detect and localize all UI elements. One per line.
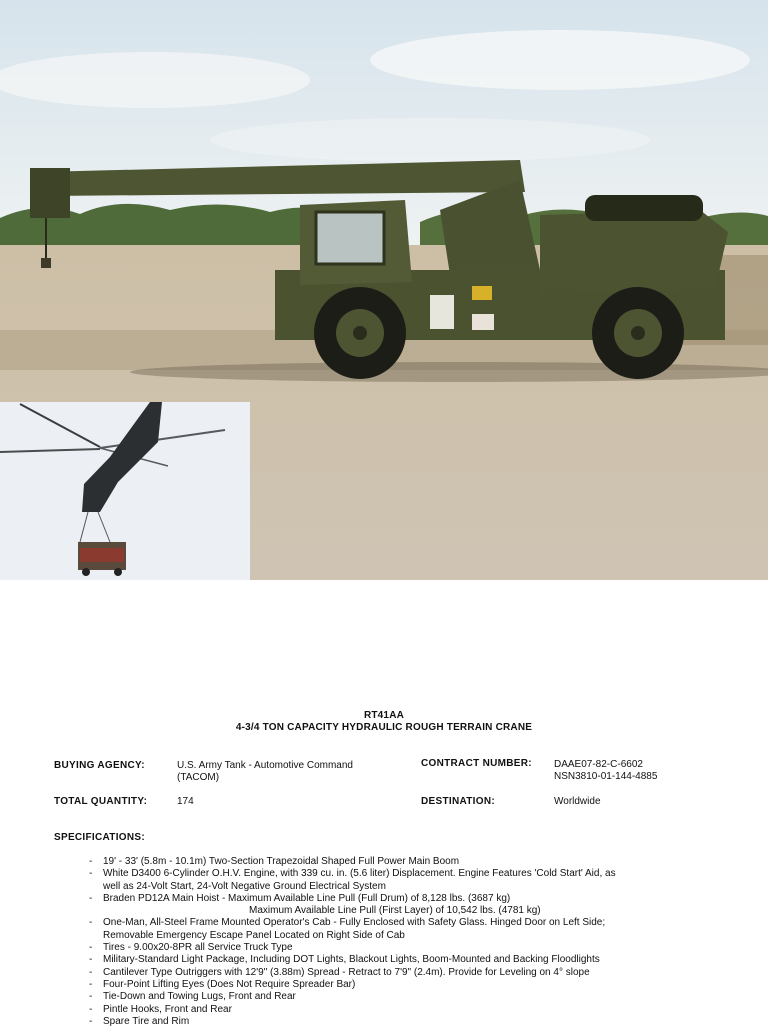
helicopter-lift-photo [0, 402, 250, 580]
spec-item: - Cantilever Type Outriggers with 12'9" (3.88m) Spread - Retract to 7'9" (2.4m). Provide for Leveling on 4° slope [89, 967, 749, 979]
spec-item: - Pintle Hooks, Front and Rear [89, 1004, 749, 1016]
buying-agency-value-line2: (TACOM) [177, 772, 220, 783]
spec-item: - White D3400 6-Cylinder O.H.V. Engine, with 339 cu. in. (5.6 liter) Displacement. Engine Features 'Cold Start' Aid, as [89, 868, 749, 880]
spec-item: - One-Man, All-Steel Frame Mounted Operator's Cab - Fully Enclosed with Safety Glass. Hinged Door on Left Side; [89, 917, 749, 929]
destination-value: Worldwide [554, 796, 601, 807]
total-quantity-label: TOTAL QUANTITY: [54, 796, 148, 807]
buying-agency-value-line1: U.S. Army Tank - Automotive Command [177, 760, 353, 771]
spec-item: - Military-Standard Light Package, Including DOT Lights, Blackout Lights, Boom-Mounted and Backing Floodlights [89, 954, 749, 966]
specifications-list [89, 856, 749, 1028]
destination-label: DESTINATION: [421, 796, 495, 807]
contract-number-label: CONTRACT NUMBER: [421, 758, 532, 769]
model-description: 4-3/4 TON CAPACITY HYDRAULIC ROUGH TERRAIN CRANE [235, 722, 533, 733]
model-title: RT41AA [363, 710, 405, 721]
buying-agency-label: BUYING AGENCY: [54, 760, 145, 771]
spec-item: - Braden PD12A Main Hoist - Maximum Available Line Pull (Full Drum) of 8,128 lbs. (3687 kg) [89, 893, 749, 905]
spec-item: - Tie-Down and Towing Lugs, Front and Rear [89, 991, 749, 1003]
spec-item-continuation: well as 24-Volt Start, 24-Volt Negative Ground Electrical System [103, 880, 386, 892]
specifications-label: SPECIFICATIONS: [54, 832, 145, 843]
spec-item-continuation: Maximum Available Line Pull (First Layer) of 10,542 lbs. (4781 kg) [249, 905, 541, 917]
spec-item: - Tires - 9.00x20-8PR all Service Truck Type [89, 942, 749, 954]
spec-item: - Spare Tire and Rim [89, 1016, 749, 1028]
total-quantity-value: 174 [177, 796, 194, 807]
spec-item-continuation: Removable Emergency Escape Panel Located on Right Side of Cab [103, 929, 405, 941]
spec-item: - 19' - 33' (5.8m - 10.1m) Two-Section Trapezoidal Shaped Full Power Main Boom [89, 856, 749, 868]
nsn-value: NSN3810-01-144-4885 [554, 771, 658, 782]
contract-number-value: DAAE07-82-C-6602 [554, 759, 643, 770]
spec-item: - Four-Point Lifting Eyes (Does Not Require Spreader Bar) [89, 979, 749, 991]
